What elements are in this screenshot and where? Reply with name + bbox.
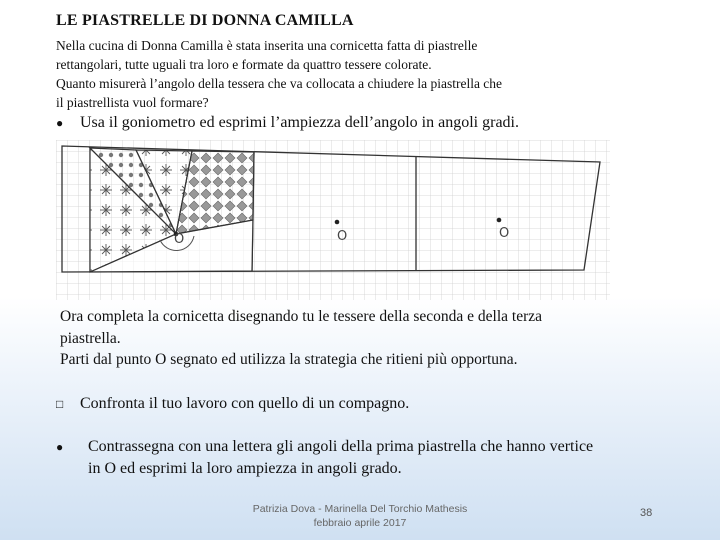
footer-line: Patrizia Dova - Marinella Del Torchio Mathesis: [252, 503, 468, 515]
instruction-compare: [56, 393, 409, 415]
complete-line: piastrella.: [60, 329, 121, 347]
complete-instructions: [60, 306, 660, 371]
intro-line: il piastrellista vuol formare?: [56, 95, 209, 110]
page-number: 38: [640, 507, 653, 519]
tile-strip-figure: [56, 140, 610, 300]
point-label: O: [337, 229, 348, 244]
bullet-icon: ●: [56, 440, 64, 455]
point-o-2: [335, 220, 340, 225]
instruction-text: in O ed esprimi la loro ampiezza in angoli grado.: [88, 460, 402, 478]
instruction-text: Confronta il tuo lavoro con quello di un compagno.: [80, 395, 410, 412]
complete-line: Parti dal punto O segnato ed utilizza la strategia che ritieni più opportuna.: [60, 351, 518, 368]
intro-line: Nella cucina di Donna Camilla è stata inserita una cornicetta fatta di piastrelle: [56, 38, 478, 53]
intro-paragraph: [56, 36, 656, 112]
page-title: LE PIASTRELLE DI DONNA CAMILLA: [56, 12, 354, 29]
point-o-3: [497, 218, 502, 223]
bullet-icon: ●: [56, 116, 64, 131]
footer-line: febbraio aprile 2017: [313, 517, 407, 529]
footer-credits: [230, 502, 490, 530]
point-label: O: [174, 232, 185, 247]
intro-line: rettangolari, tutte uguali tra loro e formate da quattro tessere colorate.: [56, 57, 432, 72]
intro-line: Quanto misurerà l’angolo della tessera che va collocata a chiudere la piastrella che: [56, 76, 503, 91]
instruction-text: Usa il goniometro ed esprimi l’ampiezza dell’angolo in angoli gradi.: [80, 114, 519, 131]
point-label: O: [499, 226, 510, 241]
instruction-text: Contrassegna con una lettera gli angoli della prima piastrella che hanno vertice: [88, 438, 594, 455]
instruction-label-angles: [56, 436, 593, 480]
complete-line: Ora completa la cornicetta disegnando tu le tessere della seconda e della terza: [60, 308, 542, 325]
square-bullet-icon: □: [56, 397, 64, 412]
instruction-goniometer: [56, 112, 519, 134]
